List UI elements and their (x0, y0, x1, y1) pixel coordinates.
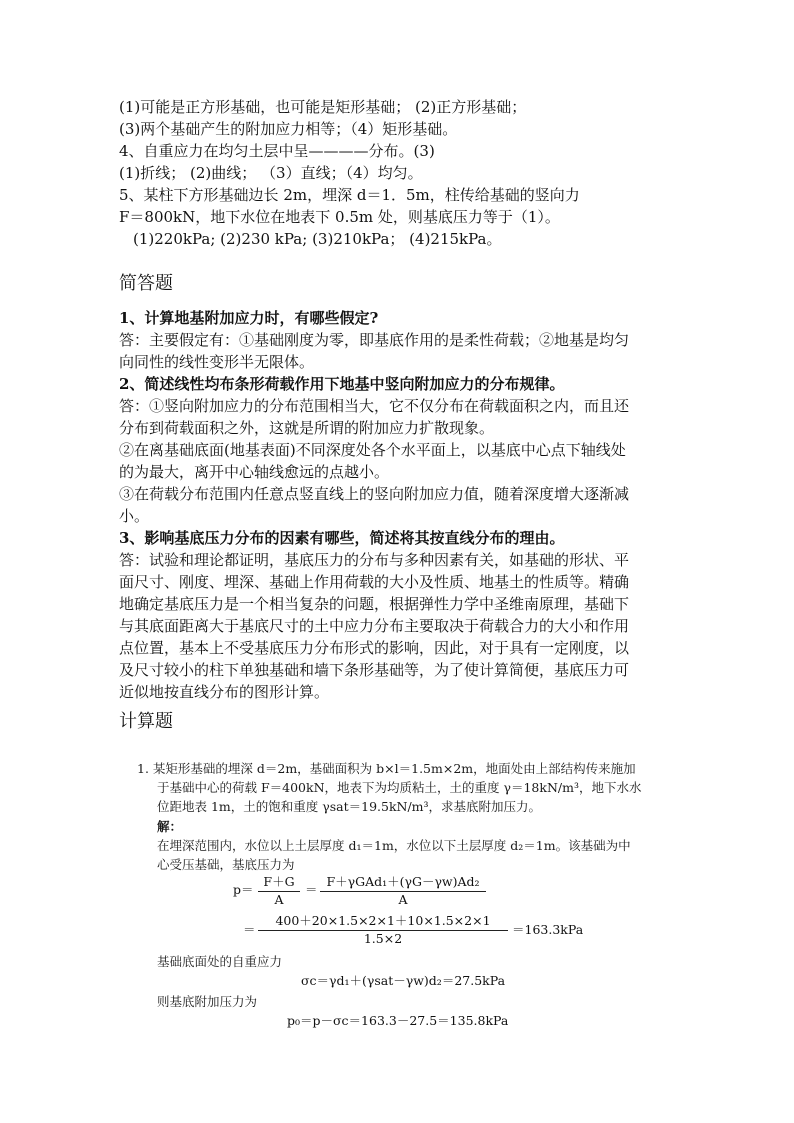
answer-3-line: 地确定基底压力是一个相当复杂的问题，根据弹性力学中圣维南原理，基础下 (119, 595, 630, 613)
answer-3-line: 点位置，基本上不受基底压力分布形式的影响，因此，对于具有一定刚度，以 (119, 639, 630, 657)
formula-p-label: p＝ (233, 882, 254, 897)
formula-equals: ＝ (243, 922, 256, 937)
answer-3-line: 面尺寸、刚度、埋深、基础上作用荷载的大小及性质、地基土的性质等。精确 (119, 573, 630, 591)
question-5: 5、某柱下方形基础边长 2m，埋深 d＝1．5m，柱传给基础的竖向力 (119, 186, 580, 204)
solution-line: 则基底附加压力为 (157, 994, 258, 1009)
choice-options-line: (1)折线； (2)曲线； （3）直线；（4）均匀。 (119, 164, 423, 182)
problem-1-line: 1. 某矩形基础的埋深 d＝2m，基础面积为 b×l＝1.5m×2m，地面处由上部结构传来施加 (137, 761, 636, 776)
question-5-cont: F＝800kN，地下水位在地表下 0.5m 处，则基底压力等于（1）。 (119, 208, 560, 226)
answer-1-line: 向同性的线性变形半无限体。 (119, 353, 315, 371)
section-heading-calculation: 计算题 (119, 711, 173, 732)
problem-1-line: 于基础中心的荷载 F＝400kN，地表下为均质粘土，土的重度 γ＝18kN/m³，地下水水 (157, 780, 642, 795)
answer-2-line: 小。 (119, 507, 150, 525)
choice-options-line: (3)两个基础产生的附加应力相等；（4）矩形基础。 (119, 120, 458, 138)
answer-2-line: 答：①竖向附加应力的分布范围相当大，它不仅分布在荷载面积之内，而且还 (119, 397, 630, 415)
answer-2-line: 的为最大，离开中心轴线愈远的点越小。 (119, 463, 390, 481)
formula-denominator: 1.5×2 (363, 931, 403, 946)
formula-result: ＝163.3kPa (512, 922, 584, 937)
problem-1-line: 位距地表 1m，土的饱和重度 γsat＝19.5kN/m³，求基底附加压力。 (157, 799, 542, 814)
question-1: 1、计算地基附加应力时，有哪些假定? (119, 309, 379, 327)
answer-3-line: 近似地按直线分布的图形计算。 (119, 683, 330, 701)
answer-3-line: 与其底面距离大于基底尺寸的土中应力分布主要取决于荷载合力的大小和作用 (119, 617, 630, 635)
answer-2-line: ②在离基础底面(地基表面)不同深度处各个水平面上，以基底中心点下轴线处 (119, 441, 626, 459)
formula-self-weight-stress: σc＝γd₁＋(γsat－γw)d₂＝27.5kPa (301, 973, 506, 988)
formula-numerator: F＋γGAd₁＋(γG－γw)Ad₂ (326, 874, 480, 889)
answer-2-line: 分布到荷载面积之外，这就是所谓的附加应力扩散现象。 (119, 419, 495, 437)
solution-line: 基础底面处的自重应力 (157, 954, 283, 969)
question-4: 4、自重应力在均匀土层中呈————分布。(3) (119, 142, 435, 160)
question-3: 3、影响基底压力分布的因素有哪些，简述将其按直线分布的理由。 (119, 529, 565, 547)
answer-3-line: 答：试验和理论都证明，基底压力的分布与多种因素有关，如基础的形状、平 (119, 551, 630, 569)
solution-line: 心受压基础，基底压力为 (157, 857, 295, 872)
answer-2-line: ③在荷载分布范围内任意点竖直线上的竖向附加应力值，随着深度增大逐渐减 (119, 485, 630, 503)
formula-numerator: F＋G (263, 874, 295, 889)
question-2: 2、简述线性均布条形荷载作用下地基中竖向附加应力的分布规律。 (119, 375, 565, 393)
answer-1-line: 答：主要假定有：①基础刚度为零，即基底作用的是柔性荷载；②地基是均匀 (119, 331, 630, 349)
section-heading-short-answer: 简答题 (119, 273, 173, 294)
answer-3-line: 及尺寸较小的柱下单独基础和墙下条形基础等，为了使计算简便，基底压力可 (119, 661, 630, 679)
choice-options-line: (1)可能是正方形基础，也可能是矩形基础； (2)正方形基础； (119, 98, 527, 116)
formula-denominator: A (274, 892, 284, 907)
solution-label: 解： (157, 819, 183, 834)
formula-equals: ＝ (305, 882, 318, 897)
solution-line: 在埋深范围内，水位以上土层厚度 d₁＝1m，水位以下土层厚度 d₂＝1m。该基础为中 (157, 838, 631, 853)
formula-additional-pressure: p₀＝p－σc＝163.3－27.5＝135.8kPa (287, 1013, 509, 1028)
choice-options-line: (1)220kPa; (2)230 kPa; (3)210kPa； (4)215kPa。 (133, 230, 502, 248)
formula-denominator: A (398, 892, 408, 907)
formula-numerator: 400＋20×1.5×2×1＋10×1.5×2×1 (275, 913, 491, 928)
